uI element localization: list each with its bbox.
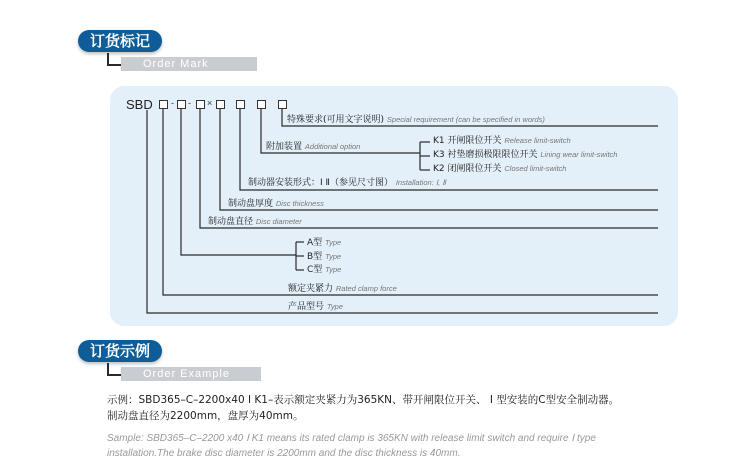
order-mark-subtitle: Order Mark	[121, 57, 257, 71]
label-special: 特殊要求(可用文字说明) Special requirement (can be specified in words)	[287, 115, 545, 125]
label-diameter: 制动盘直径 Disc diameter	[208, 217, 302, 227]
label-type-b: B型 Type	[307, 252, 342, 262]
label-type-a: A型 Type	[307, 238, 342, 248]
code-dash-1: -	[171, 98, 174, 108]
example-en-line-1: Sample: SBD365–C–2200 x40 Ⅰ K1 means its rated clamp is 365KN with release limit switch and require Ⅰ type	[107, 433, 596, 444]
example-chinese	[107, 392, 717, 424]
label-k3: K3 衬垫磨损极限限位开关 Lining wear limit-switch	[433, 150, 618, 160]
label-thickness: 制动盘厚度 Disc thickness	[228, 199, 324, 209]
label-k1: K1 开闸限位开关 Release limit-switch	[433, 136, 571, 146]
label-install: 制动器安装形式：Ⅰ Ⅱ（参见尺寸图） Installation: Ⅰ, Ⅱ	[248, 178, 446, 188]
code-prefix: SBD	[126, 97, 153, 112]
order-mark-title: 订货标记	[78, 30, 162, 52]
example-cn-line-2: 制动盘直径为2200mm，盘厚为40mm。	[107, 410, 304, 422]
order-example-elbow	[107, 363, 121, 376]
order-example-subtitle: Order Example	[121, 367, 261, 381]
example-cn-line-1: 示例：SBD365–C–2200x40 Ⅰ K1–表示额定夹紧力为365KN、带开闸限位开关、 Ⅰ 型安装的C型安全制动器。	[107, 394, 620, 406]
code-dash-2: -	[188, 98, 191, 108]
label-clamp: 额定夹紧力 Rated clamp force	[288, 284, 397, 294]
example-english	[107, 431, 727, 461]
order-example-title: 订货示例	[78, 340, 162, 362]
code-times: ×	[207, 98, 213, 108]
label-type-c: C型 Type	[307, 265, 342, 275]
example-en-line-2: installation.The brake disc diameter is 2200mm and the disc thickness is 40mm.	[107, 448, 461, 459]
label-model: 产品型号 Type	[288, 302, 344, 312]
label-k2: K2 闭闸限位开关 Closed limit-switch	[433, 164, 567, 174]
label-addon: 附加装置 Additional option	[266, 142, 361, 152]
